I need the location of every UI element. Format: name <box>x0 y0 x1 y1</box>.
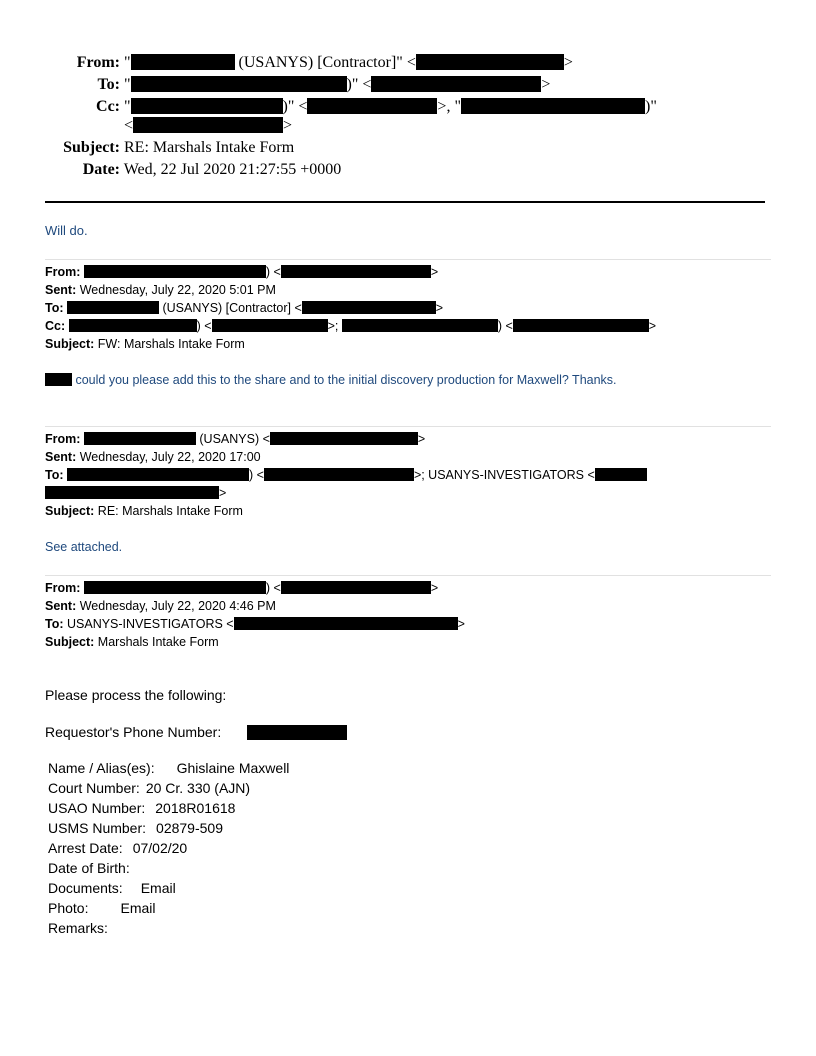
msg3-from-text: ) < <box>265 581 281 595</box>
msg2-to-line <box>45 466 647 484</box>
header-from-text: (USANYS) [Contractor]" < <box>234 54 416 71</box>
msg3-to-text: USANYS-INVESTIGATORS < <box>63 617 234 631</box>
form-row <box>48 898 289 918</box>
msg1-to-label: To: <box>45 301 64 315</box>
redaction-block <box>131 98 283 114</box>
header-cc-line-2 <box>124 116 292 136</box>
msg1-from-label: From: <box>45 265 81 279</box>
msg2-from-line <box>45 430 425 448</box>
msg2-subject: RE: Marshals Intake Form <box>94 504 243 518</box>
form-row <box>48 918 289 938</box>
form-row-label: USMS Number: <box>48 820 147 836</box>
msg1-from-line <box>45 263 438 281</box>
form-row-label: USAO Number: <box>48 800 146 816</box>
form-row-label: Date of Birth: <box>48 860 130 876</box>
redaction-block <box>45 486 219 499</box>
header-cc-text: )" <box>644 98 657 115</box>
msg1-cc-label: Cc: <box>45 319 66 333</box>
redaction-block <box>461 98 645 114</box>
msg2-from-label: From: <box>45 432 81 446</box>
form-row <box>48 858 289 878</box>
redaction-block <box>281 581 431 594</box>
header-date-label: Date: <box>82 161 120 178</box>
form-row <box>48 798 289 818</box>
redaction-block <box>133 117 283 133</box>
msg1-subject-line <box>45 335 245 353</box>
msg2-from-text: (USANYS) < <box>195 432 270 446</box>
msg3-sent: Wednesday, July 22, 2020 4:46 PM <box>76 599 276 613</box>
header-cc-text: >, " <box>437 98 461 115</box>
form-row-value: Email <box>140 880 176 896</box>
redaction-block <box>270 432 418 445</box>
form-row-value: 20 Cr. 330 (AJN) <box>145 780 251 796</box>
form-row-label: Arrest Date: <box>48 840 123 856</box>
redaction-block <box>281 265 431 278</box>
msg3-to-label: To: <box>45 617 64 631</box>
header-to-text: )" < <box>346 76 372 93</box>
msg1-from-end: > <box>430 265 439 279</box>
message-divider <box>45 259 771 260</box>
redaction-block <box>342 319 498 332</box>
header-from-quote: " <box>124 54 131 71</box>
form-phone-label: Requestor's Phone Number: <box>45 724 222 740</box>
header-from-label: From: <box>76 54 120 71</box>
header-cc-line <box>60 97 657 117</box>
header-divider <box>45 201 765 203</box>
header-subject-line <box>60 138 294 158</box>
form-intro: Please process the following: <box>45 687 227 703</box>
msg2-to-text: ) < <box>249 468 264 482</box>
redaction-block <box>234 617 458 630</box>
redaction-block <box>131 54 235 70</box>
header-cc-text: )" < <box>282 98 308 115</box>
msg3-sent-line <box>45 597 276 615</box>
msg1-subject: FW: Marshals Intake Form <box>94 337 245 351</box>
msg1-from-text: ) < <box>265 265 281 279</box>
msg1-cc-end: > <box>648 319 657 333</box>
redaction-block <box>416 54 564 70</box>
msg1-to-end: > <box>435 301 444 315</box>
message-divider <box>45 575 771 576</box>
header-to-quote: " <box>124 76 131 93</box>
msg1-subject-label: Subject: <box>45 337 95 351</box>
msg3-sent-label: Sent: <box>45 599 77 613</box>
form-row <box>48 838 289 858</box>
form-row-label: Documents: <box>48 880 123 896</box>
redaction-block <box>595 468 647 481</box>
msg2-from-end: > <box>417 432 426 446</box>
form-row <box>48 818 289 838</box>
header-cc-quote: " <box>124 98 131 115</box>
msg3-subject-line <box>45 633 219 651</box>
msg2-subject-line <box>45 502 243 520</box>
redaction-block <box>307 98 437 114</box>
msg1-sent-line <box>45 281 276 299</box>
redaction-block <box>247 725 347 740</box>
redaction-block <box>212 319 328 332</box>
form-row-value: 07/02/20 <box>132 840 188 856</box>
form-row <box>48 878 289 898</box>
form-row-label: Photo: <box>48 900 89 916</box>
form-row-label: Court Number: <box>48 780 140 796</box>
form-row-value: Email <box>120 900 156 916</box>
header-cc-text: > <box>283 117 293 134</box>
msg2-sent-label: Sent: <box>45 450 77 464</box>
form-row-label: Remarks: <box>48 920 108 936</box>
msg3-subject-label: Subject: <box>45 635 95 649</box>
redaction-block <box>84 432 196 445</box>
header-to-end: > <box>541 76 551 93</box>
header-to-line <box>60 75 550 95</box>
redaction-block <box>264 468 414 481</box>
reply-text: Will do. <box>45 223 88 238</box>
message-divider <box>45 426 771 427</box>
header-cc-text: < <box>124 117 134 134</box>
msg3-to-line <box>45 615 465 633</box>
msg3-from-end: > <box>430 581 439 595</box>
msg2-to-text: >; USANYS-INVESTIGATORS < <box>413 468 595 482</box>
form-fields <box>48 758 289 938</box>
form-row-value: Ghislaine Maxwell <box>176 760 290 776</box>
msg3-to-end: > <box>457 617 465 631</box>
msg1-to-text: (USANYS) [Contractor] < <box>159 301 302 315</box>
header-cc-label: Cc: <box>96 98 120 115</box>
msg3-subject: Marshals Intake Form <box>94 635 219 649</box>
msg1-to-line <box>45 299 443 317</box>
msg2-to-line-2 <box>45 484 226 502</box>
msg1-body <box>45 371 617 389</box>
msg3-from-label: From: <box>45 581 81 595</box>
form-row <box>48 758 289 778</box>
header-subject: RE: Marshals Intake Form <box>124 139 295 156</box>
redaction-block <box>513 319 649 332</box>
redaction-block <box>84 265 266 278</box>
redaction-block <box>45 373 72 386</box>
msg1-cc-text: ) < <box>196 319 212 333</box>
msg1-cc-text: >; <box>327 319 342 333</box>
msg2-to-label: To: <box>45 468 64 482</box>
header-from-line <box>60 53 573 73</box>
form-row <box>48 778 289 798</box>
form-row-value: 2018R01618 <box>155 800 236 816</box>
form-row-value: 02879-509 <box>156 820 223 836</box>
redaction-block <box>69 319 197 332</box>
header-subject-label: Subject: <box>63 139 120 156</box>
msg2-sent-line <box>45 448 261 466</box>
redaction-block <box>131 76 347 92</box>
header-to-label: To: <box>97 76 120 93</box>
msg1-cc-text: ) < <box>497 319 513 333</box>
msg2-sent: Wednesday, July 22, 2020 17:00 <box>76 450 261 464</box>
redaction-block <box>67 301 159 314</box>
form-row-label: Name / Alias(es): <box>48 760 155 776</box>
redaction-block <box>84 581 266 594</box>
header-date: Wed, 22 Jul 2020 21:27:55 +0000 <box>123 161 342 178</box>
msg2-body: See attached. <box>45 540 123 554</box>
msg1-cc-line <box>45 317 656 335</box>
header-from-end: > <box>563 54 573 71</box>
msg1-sent: Wednesday, July 22, 2020 5:01 PM <box>76 283 276 297</box>
form-phone-line <box>45 722 347 742</box>
msg3-from-line <box>45 579 438 597</box>
redaction-block <box>67 468 249 481</box>
msg1-body-text: could you please add this to the share and to the initial discovery production for Maxwell? Thanks. <box>72 373 617 387</box>
redaction-block <box>302 301 436 314</box>
header-date-line <box>60 160 341 180</box>
redaction-block <box>371 76 541 92</box>
msg2-subject-label: Subject: <box>45 504 95 518</box>
msg1-sent-label: Sent: <box>45 283 77 297</box>
msg2-to-end: > <box>219 486 227 500</box>
